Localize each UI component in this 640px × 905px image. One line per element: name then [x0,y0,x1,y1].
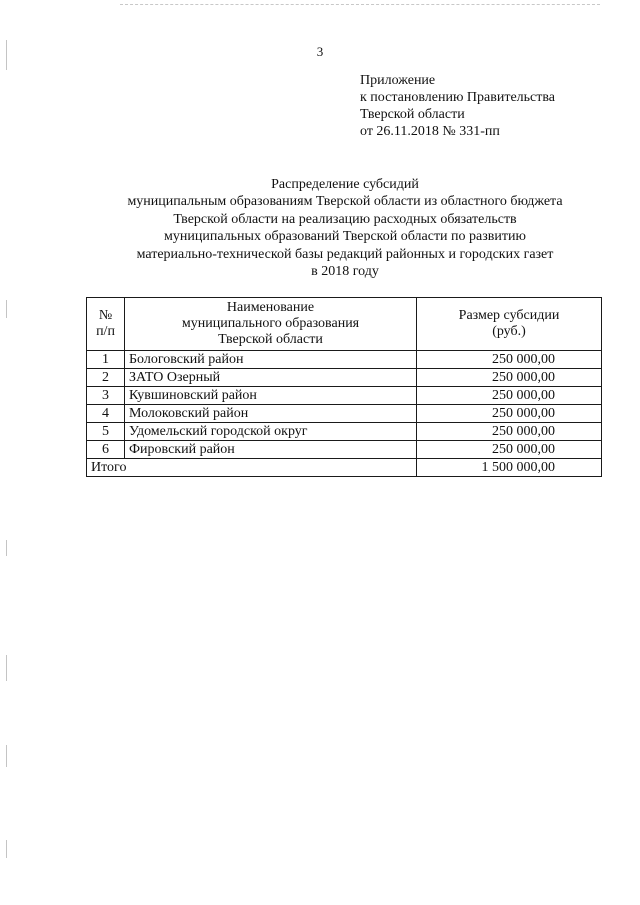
scan-edge-top [120,4,600,5]
total-label: Итого [87,459,417,477]
header-text: Размер субсидии [458,308,560,323]
title-line: Распределение субсидий [271,177,419,192]
total-amount: 1 500 000,00 [417,459,602,477]
title-line: муниципальных образований Тверской области по развитию [164,229,526,245]
header-text: муниципального образования [181,316,360,331]
appendix-line: к постановлению Правительства [360,90,556,105]
page-number: 3 [316,44,324,59]
header-number [87,298,125,351]
table-row [87,351,602,369]
document-title [80,176,610,280]
table-total-row [87,459,602,477]
scan-edge-left [6,540,7,556]
appendix-line: Тверской области [360,107,465,122]
row-number: 5 [87,423,125,441]
appendix-line: Приложение [360,73,436,88]
scan-edge-left [6,840,7,858]
row-municipality: Фировский район [125,441,417,459]
table-row [87,441,602,459]
row-amount: 250 000,00 [417,441,602,459]
header-text: Тверской области [218,332,323,347]
appendix-block [360,72,555,140]
title-line: в 2018 году [311,264,379,280]
table-row [87,423,602,441]
row-number: 1 [87,351,125,369]
header-text: Наименование [226,300,315,315]
scan-edge-left [6,300,7,318]
row-municipality: Молоковский район [125,405,417,423]
row-number: 3 [87,387,125,405]
table-row [87,387,602,405]
row-municipality: ЗАТО Озерный [125,369,417,387]
table-header-row [87,298,602,351]
title-line: Тверской области на реализацию расходных обязательств [173,211,517,227]
row-amount: 250 000,00 [417,423,602,441]
row-municipality: Удомельский городской округ [125,423,417,441]
header-amount [417,298,602,351]
row-amount: 250 000,00 [417,369,602,387]
scan-edge-left [6,745,7,767]
row-amount: 250 000,00 [417,351,602,369]
row-number: 4 [87,405,125,423]
row-number: 6 [87,441,125,459]
table-row [87,369,602,387]
table-row [87,405,602,423]
header-text: п/п [96,324,115,339]
row-number: 2 [87,369,125,387]
row-amount: 250 000,00 [417,405,602,423]
subsidy-table [86,297,602,477]
row-amount: 250 000,00 [417,387,602,405]
scan-edge-left [6,655,7,681]
title-line: муниципальным образованиям Тверской области из областного бюджета [127,194,563,210]
row-municipality: Бологовский район [125,351,417,369]
header-text: № [98,308,113,323]
header-text: (руб.) [492,324,526,339]
row-municipality: Кувшиновский район [125,387,417,405]
title-line: материально-технической базы редакций районных и городских газет [136,246,554,262]
header-municipality [125,298,417,351]
appendix-line: от 26.11.2018 № 331-пп [360,124,500,139]
